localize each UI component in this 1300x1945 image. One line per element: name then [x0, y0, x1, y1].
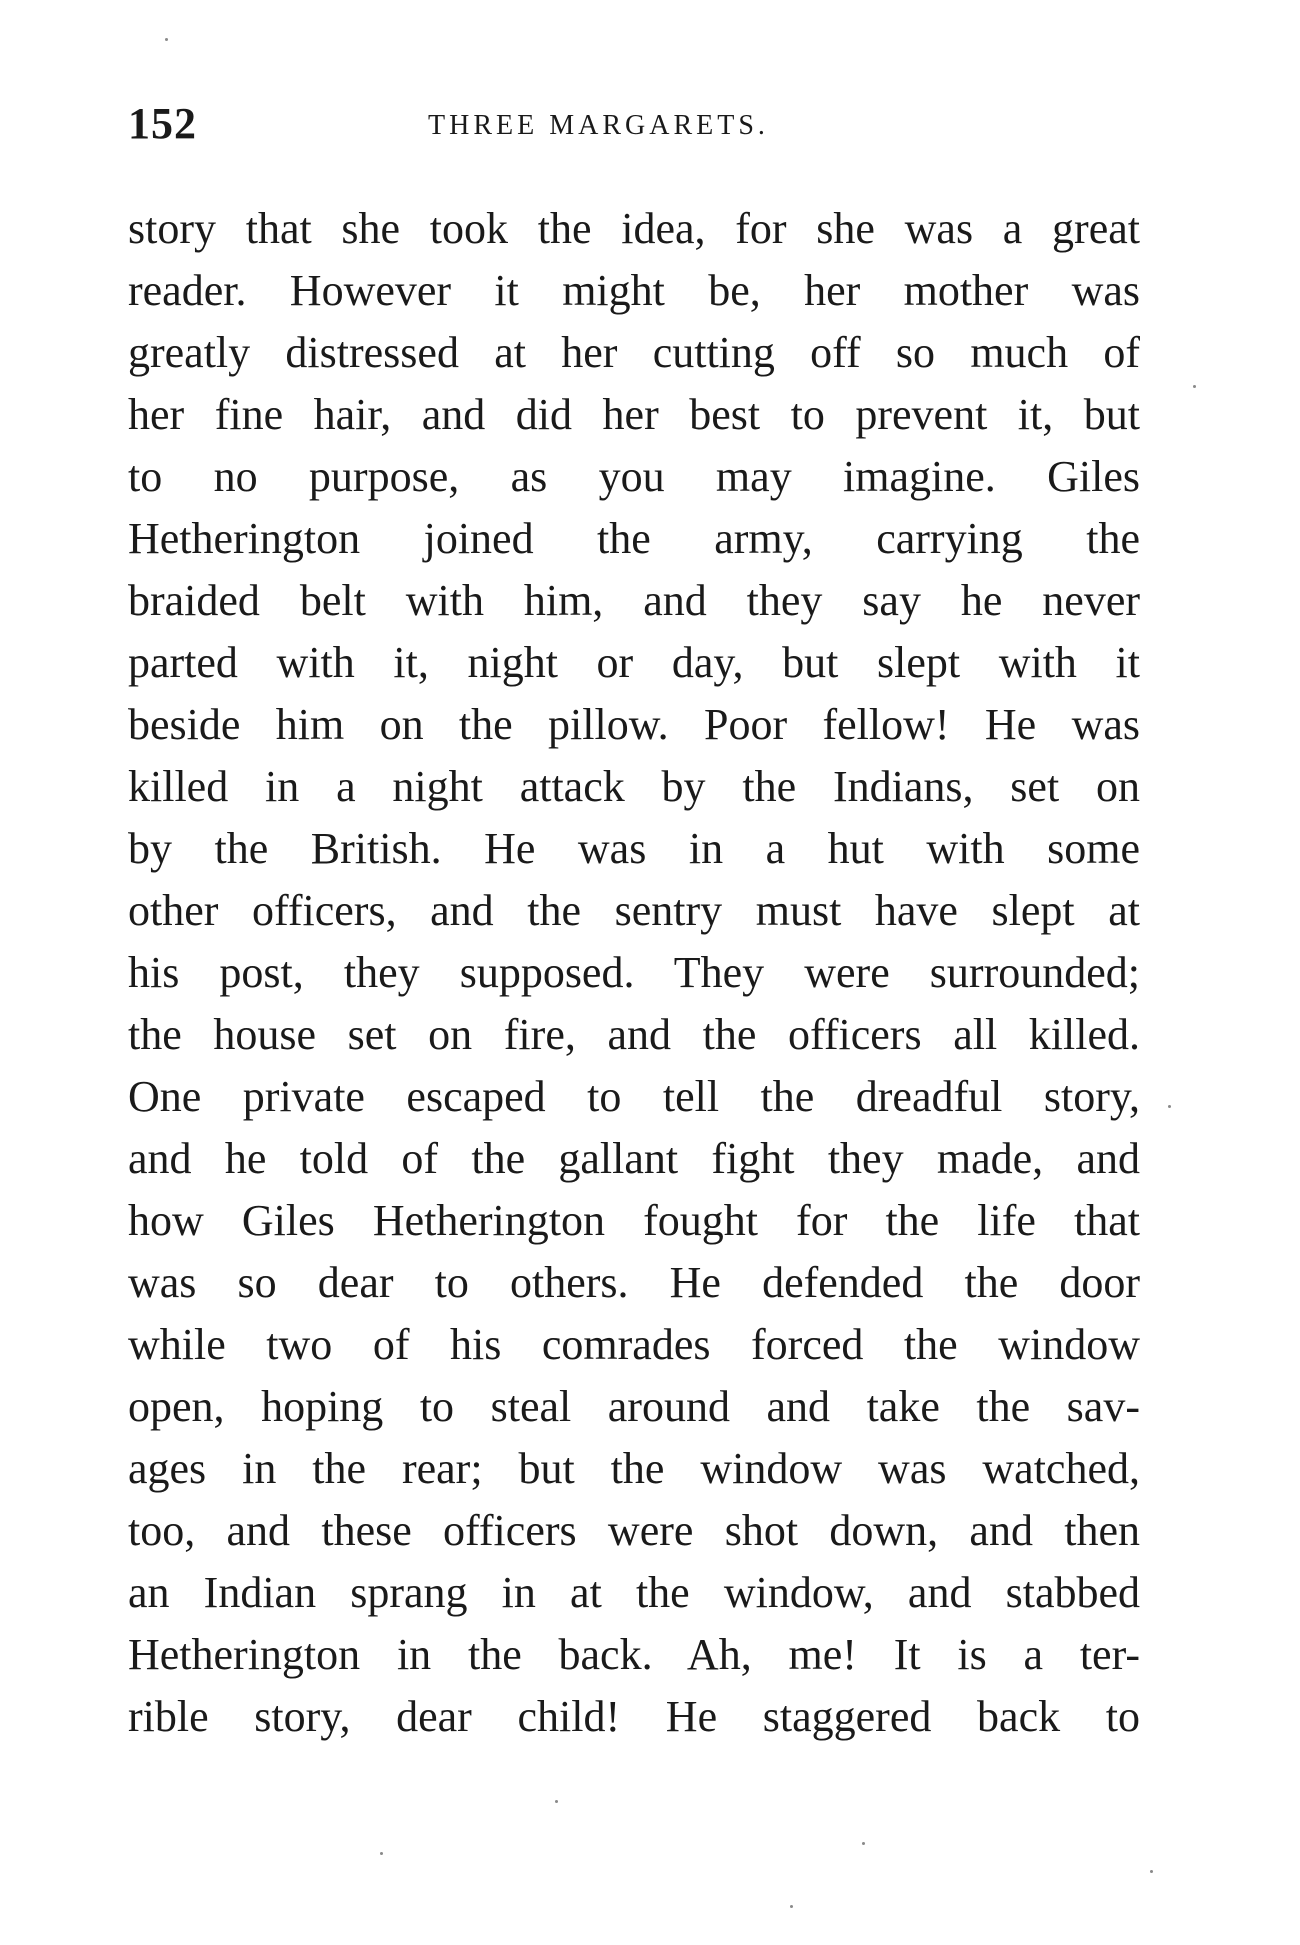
paper-speck [555, 1800, 558, 1803]
paper-speck [1193, 385, 1196, 388]
text-line: greatly distressed at her cutting off so much of [128, 328, 1140, 377]
page-header [128, 98, 1140, 158]
body-text [128, 198, 1140, 1748]
text-line: Hetherington joined the army, carrying the [128, 514, 1140, 563]
text-line: by the British. He was in a hut with some [128, 824, 1140, 873]
paper-speck [790, 1905, 793, 1908]
paper-speck [862, 1842, 865, 1845]
paper-speck [165, 38, 168, 41]
text-line: braided belt with him, and they say he never [128, 576, 1140, 625]
text-line: Hetherington in the back. Ah, me! It is a ter- [128, 1630, 1140, 1679]
text-line: parted with it, night or day, but slept with it [128, 638, 1140, 687]
paper-speck [1150, 1870, 1153, 1873]
text-line: his post, they supposed. They were surrounded; [128, 948, 1140, 997]
text-line: was so dear to others. He defended the door [128, 1258, 1140, 1307]
text-line: open, hoping to steal around and take the sav- [128, 1382, 1140, 1431]
text-line: reader. However it might be, her mother was [128, 266, 1140, 315]
page-number: 152 [128, 99, 197, 148]
text-line: to no purpose, as you may imagine. Giles [128, 452, 1140, 501]
text-line: her fine hair, and did her best to prevent it, but [128, 390, 1140, 439]
text-line: beside him on the pillow. Poor fellow! He was [128, 700, 1140, 749]
paper-speck [1168, 1105, 1171, 1108]
text-line: while two of his comrades forced the window [128, 1320, 1140, 1369]
text-line: story that she took the idea, for she was a great [128, 204, 1140, 253]
text-line: how Giles Hetherington fought for the life that [128, 1196, 1140, 1245]
text-line: other officers, and the sentry must have slept at [128, 886, 1140, 935]
text-line: ages in the rear; but the window was watched, [128, 1444, 1140, 1493]
running-title: THREE MARGARETS. [428, 110, 769, 141]
text-line: the house set on fire, and the officers all killed. [128, 1010, 1140, 1059]
text-line: rible story, dear child! He staggered back to [128, 1692, 1140, 1741]
text-line: killed in a night attack by the Indians, set on [128, 762, 1140, 811]
text-line: One private escaped to tell the dreadful story, [128, 1072, 1140, 1121]
text-line: an Indian sprang in at the window, and stabbed [128, 1568, 1140, 1617]
paper-speck [380, 1852, 383, 1855]
text-line: and he told of the gallant fight they made, and [128, 1134, 1140, 1183]
text-line: too, and these officers were shot down, and then [128, 1506, 1140, 1555]
